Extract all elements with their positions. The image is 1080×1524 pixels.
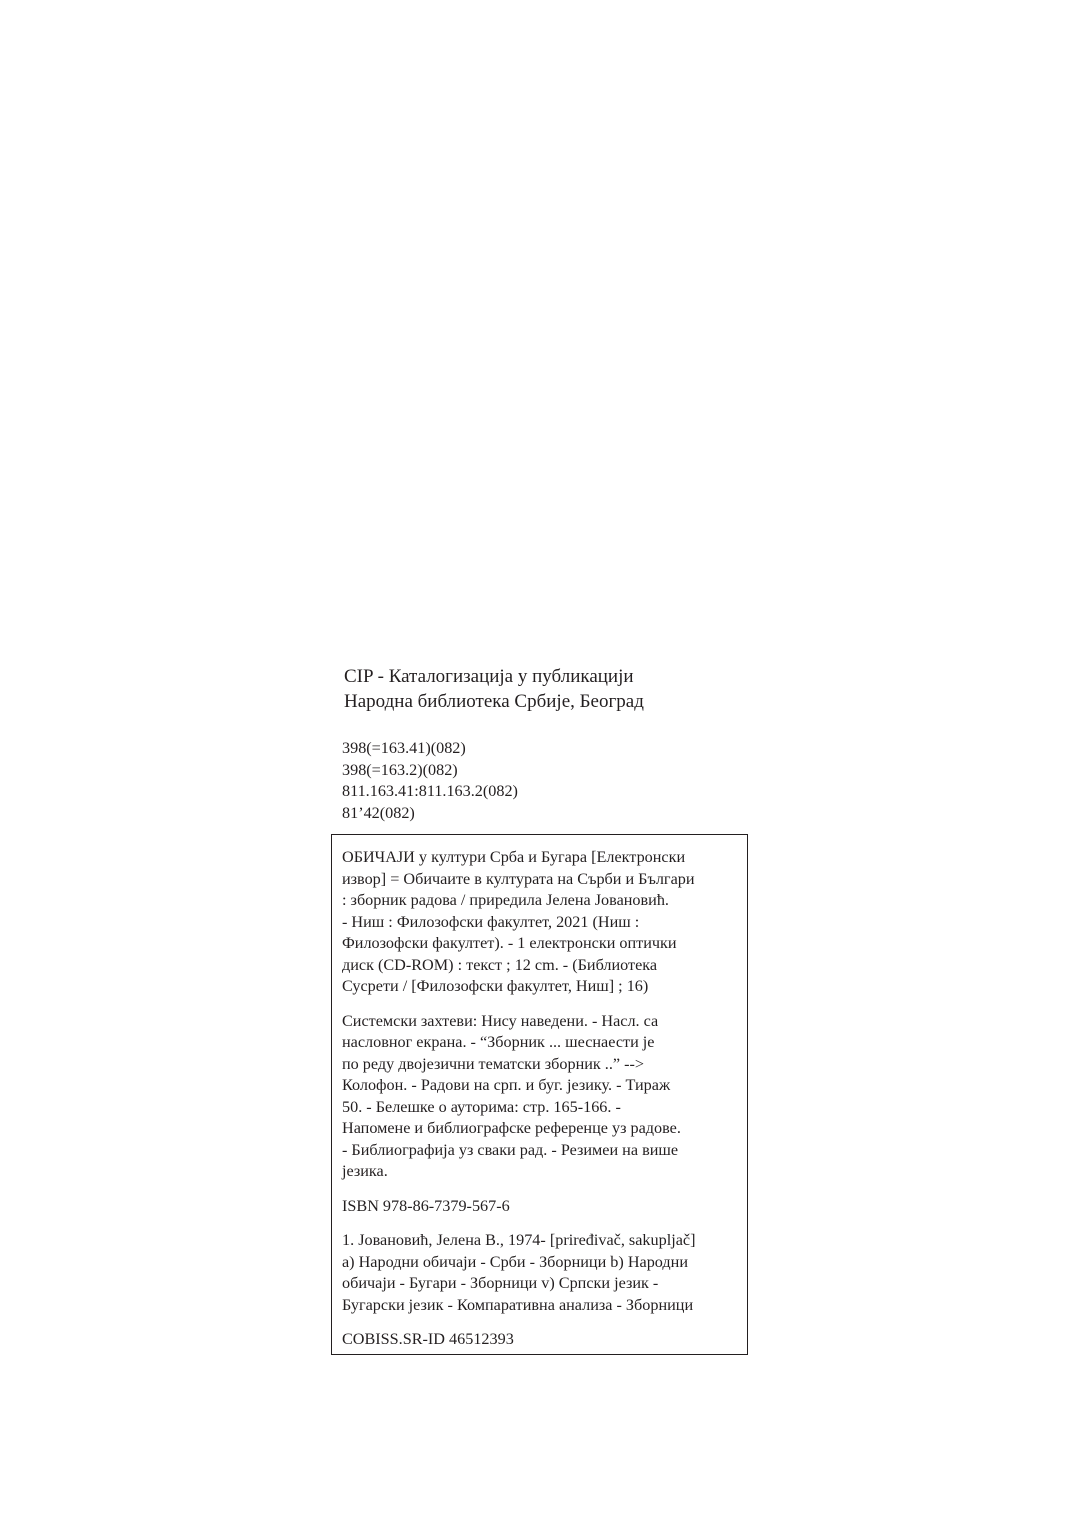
udk-code: 398(=163.41)(082) xyxy=(342,739,466,757)
notes-line: 50. - Белешке о ауторима: стр. 165-166. - xyxy=(342,1097,621,1116)
notes-line: по реду двојезични тематски зборник ..” --> xyxy=(342,1054,645,1073)
description-line: диск (CD-ROM) : текст ; 12 cm. - (Библиотека xyxy=(342,955,658,974)
catalog-record-box xyxy=(331,834,748,1355)
record-subjects xyxy=(342,1230,737,1316)
notes-line: насловног екрана. - “Зборник ... шеснаести је xyxy=(342,1033,655,1051)
description-line: - Ниш : Филозофски факултет, 2021 (Ниш : xyxy=(342,912,640,931)
subject-line: а) Народни обичаји - Срби - Зборници b) Народни xyxy=(342,1252,688,1271)
description-line: Филозофски факултет). - 1 електронски оптички xyxy=(342,934,677,952)
udk-code: 81’42(082) xyxy=(342,803,415,822)
udk-code: 811.163.41:811.163.2(082) xyxy=(342,782,518,800)
udk-classification-list xyxy=(342,738,518,824)
record-notes xyxy=(342,1011,737,1183)
record-isbn xyxy=(342,1196,737,1218)
notes-line: - Библиографија уз сваки рад. - Резимеи на више xyxy=(342,1140,679,1159)
udk-code: 398(=163.2)(082) xyxy=(342,760,458,779)
cobiss-id: COBISS.SR-ID 46512393 xyxy=(342,1330,514,1348)
notes-line: Системски захтеви: Нису наведени. - Насл. са xyxy=(342,1011,659,1030)
notes-line: језика. xyxy=(342,1162,388,1180)
record-cobiss xyxy=(342,1329,737,1351)
description-line: : зборник радова / приредила Јелена Јовановић. xyxy=(342,891,669,909)
description-line: Сусрети / [Филозофски факултет, Ниш] ; 16) xyxy=(342,977,649,995)
cip-header xyxy=(344,664,644,714)
subject-line: Бугарски језик - Компаративна анализа - Зборници xyxy=(342,1295,694,1314)
cip-library: Народна библиотека Србије, Београд xyxy=(344,691,644,712)
description-line: ОБИЧАЈИ у култури Срба и Бугара [Електронски xyxy=(342,848,686,866)
subject-line: 1. Јовановић, Јелена В., 1974- [priređivač, sakupljač] xyxy=(342,1231,696,1249)
isbn-number: ISBN 978-86-7379-567-6 xyxy=(342,1196,510,1215)
cip-title: CIP - Каталогизација у публикацији xyxy=(344,666,634,687)
description-line: извор] = Обичаите в културата на Сърби и Българи xyxy=(342,869,695,888)
record-description xyxy=(342,847,737,998)
notes-line: Колофон. - Радови на срп. и буг. језику. - Тираж xyxy=(342,1076,671,1094)
subject-line: обичаји - Бугари - Зборници v) Српски језик - xyxy=(342,1274,659,1292)
notes-line: Напомене и библиографске референце уз радове. xyxy=(342,1119,681,1137)
